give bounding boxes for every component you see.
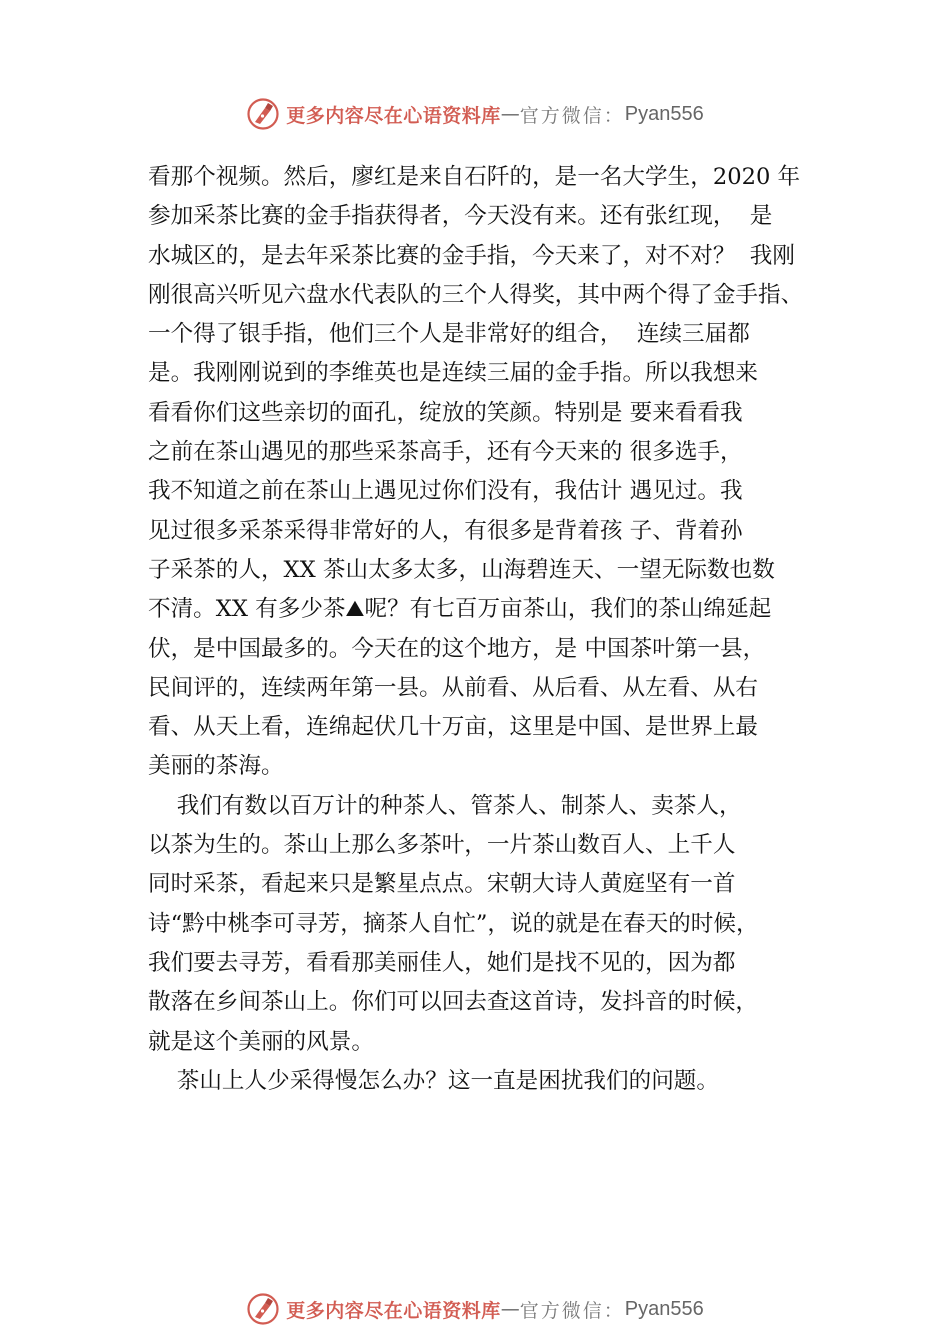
separator-dash: — (500, 1298, 520, 1320)
text-line: 之前在茶山遇见的那些采茶高手，还有今天来的 很多选手， (148, 439, 743, 466)
text-line: 参加采茶比赛的金手指获得者，今天没有来。还有张红现， 是 (148, 203, 773, 230)
wechat-label: 官方微信： (519, 104, 625, 127)
text-line: 茶山上人少采得慢怎么办？这一直是困扰我们的问题。 (148, 1067, 719, 1094)
text-line: 以茶为生的。茶山上那么多茶叶，一片茶山数百人、上千人 (148, 832, 736, 859)
brand-text: 更多内容尽在心语资料库 (286, 1299, 501, 1322)
separator-dash: — (500, 103, 520, 125)
text-line: 看看你们这些亲切的面孔，绽放的笑颜。特别是 要来看看我 (148, 399, 743, 426)
text-line: 一个得了银手指，他们三个人是非常好的组合， 连续三届都 (148, 321, 750, 348)
text-line: 看、从天上看，连绵起伏几十万亩，这里是中国、是世界上最 (148, 714, 759, 741)
text-line: 伏，是中国最多的。今天在的这个地方，是 中国茶叶第一县， (148, 635, 766, 662)
wechat-id: Pyan556 (624, 102, 704, 125)
text-line: 子采茶的人，XX 茶山太多太多，山海碧连天、一望无际数也数 (148, 556, 775, 583)
wechat-label: 官方微信： (519, 1299, 625, 1322)
text-line: 水城区的，是去年采茶比赛的金手指，今天来了，对不对？ 我刚 (148, 242, 795, 269)
text-line: 民间评的，连续两年第一县。从前看、从后看、从左看、从右 (148, 674, 759, 701)
text-line: 是。我刚刚说到的李维英也是连续三届的金手指。所以我想来 (148, 360, 759, 387)
text-line: 我们要去寻芳，看看那美丽佳人，她们是找不见的，因为都 (148, 949, 736, 976)
wechat-id: Pyan556 (624, 1297, 704, 1320)
pen-nib-circle-icon (246, 97, 280, 131)
brand-text: 更多内容尽在心语资料库 (286, 104, 501, 127)
text-line: 同时采茶，看起来只是繁星点点。宋朝大诗人黄庭坚有一首 (148, 871, 736, 898)
document-body (148, 158, 838, 1101)
footer-watermark-banner (0, 1289, 950, 1329)
text-line: 见过很多采茶采得非常好的人，有很多是背着孩 子、背着孙 (148, 517, 743, 544)
text-line: 刚很高兴听见六盘水代表队的三个人得奖，其中两个得了金手指、 (148, 281, 804, 308)
text-line: 我们有数以百万计的种茶人、管茶人、制茶人、卖茶人， (148, 792, 742, 819)
text-line: 我不知道之前在茶山上遇见过你们没有，我估计 遇见过。我 (148, 478, 743, 505)
pen-nib-circle-icon (246, 1292, 280, 1326)
text-line: 散落在乡间茶山上。你们可以回去查这首诗，发抖音的时候， (148, 989, 759, 1016)
text-line: 看那个视频。然后，廖红是来自石阡的，是一名大学生，2020 年 (148, 164, 801, 190)
text-line: 不清。XX 有多少茶⛰呢？有七百万亩茶山，我们的茶山绵延起 (148, 596, 772, 623)
text-line: 美丽的茶海。 (148, 753, 284, 780)
header-watermark-banner (0, 94, 950, 134)
text-line: 诗“黔中桃李可寻芳，摘茶人自忙”，说的就是在春天的时候， (148, 910, 759, 937)
text-line: 就是这个美丽的风景。 (148, 1028, 374, 1055)
